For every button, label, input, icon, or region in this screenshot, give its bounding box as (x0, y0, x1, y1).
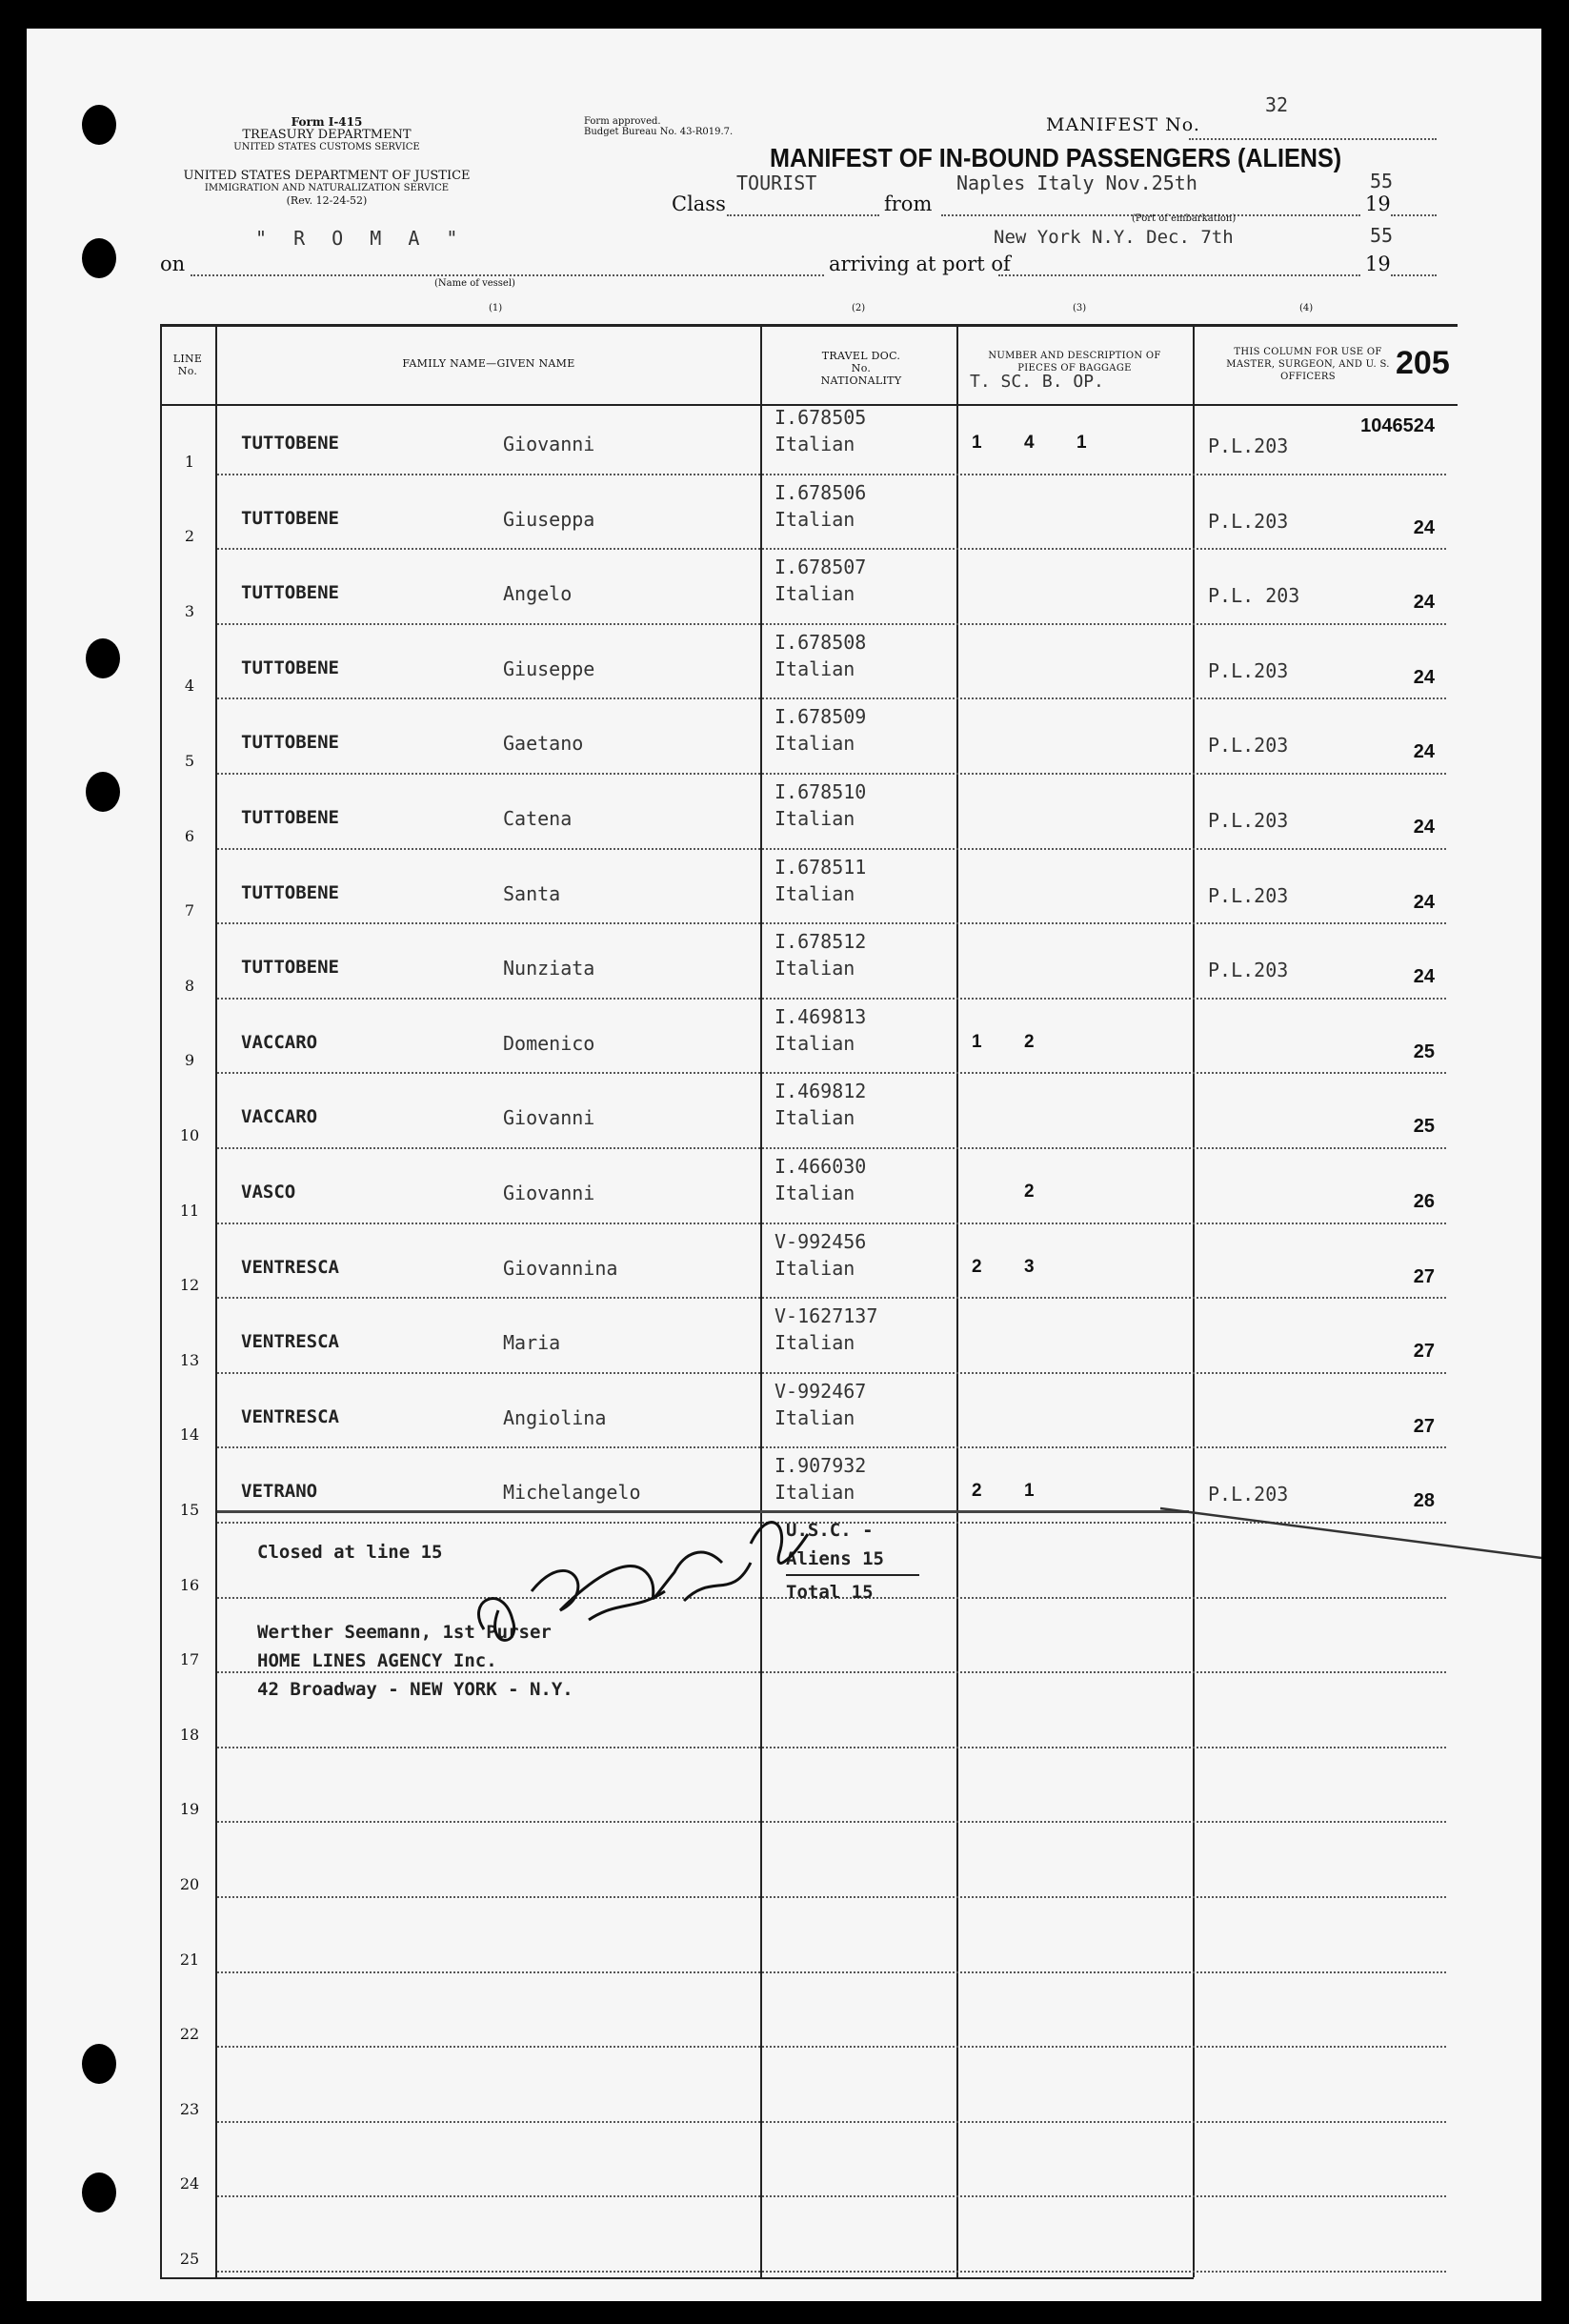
row-rule (217, 2271, 1446, 2273)
travel-doc-number: I.469813 (774, 1004, 867, 1028)
line-number: 7 (184, 901, 195, 920)
line-number: 14 (179, 1425, 200, 1445)
public-law-code: P.L.203 (1208, 734, 1289, 758)
officer-code: 24 (1413, 741, 1435, 763)
nationality: Italian (774, 1331, 855, 1355)
line-number: 15 (179, 1501, 200, 1519)
public-law-code: P.L.203 (1208, 434, 1289, 457)
on-label: on (160, 253, 186, 275)
line-number: 1 (184, 452, 195, 471)
line-number: 19 (179, 1800, 200, 1819)
line-number: 21 (179, 1950, 200, 1969)
travel-col-rule (956, 324, 958, 2277)
manifest-number-rule (1189, 138, 1437, 140)
travel-doc-number: I.678505 (774, 406, 867, 429)
row-rule (217, 1223, 1446, 1224)
public-law-code: P.L.203 (1208, 883, 1289, 907)
officer-code: 25 (1413, 1116, 1435, 1138)
from-label: from (884, 192, 933, 215)
class-value: TOURIST (736, 172, 817, 194)
public-law-code: P.L.203 (1208, 809, 1289, 832)
line-number: 5 (184, 752, 195, 770)
agency-address: 42 Broadway - NEW YORK - N.Y. (257, 1679, 573, 1700)
baggage-count: 3 (1024, 1256, 1035, 1277)
given-name: Giovanni (503, 433, 595, 455)
table-left-rule (160, 324, 162, 2277)
given-name: Maria (503, 1331, 561, 1355)
manifest-number-label: MANIFEST No. (1046, 114, 1200, 135)
line-number: 25 (179, 2250, 200, 2268)
public-law-code: P.L. 203 (1208, 584, 1300, 608)
nationality: Italian (774, 507, 855, 531)
officer-code: 24 (1413, 516, 1435, 538)
row-rule (217, 2195, 1446, 2197)
line-number: 2 (184, 527, 195, 546)
family-name: VACCARO (241, 1031, 318, 1053)
punch-hole (82, 238, 116, 278)
line-number: 17 (179, 1650, 200, 1669)
row-rule (217, 1896, 1446, 1898)
line-number: 9 (184, 1051, 195, 1070)
family-name: TUTTOBENE (241, 881, 339, 903)
public-law-code: P.L.203 (1208, 658, 1289, 682)
row-rule (217, 697, 1446, 699)
officer-signature (446, 1486, 846, 1658)
given-name: Domenico (503, 1031, 595, 1055)
vessel-caption: (Name of vessel) (434, 278, 515, 289)
arriving-year: 55 (1370, 224, 1394, 247)
table-bottom-rule (160, 2277, 1194, 2279)
grand-total: Total 15 (786, 1582, 874, 1603)
name-col-rule (760, 324, 762, 2277)
arriving-year-rule (1391, 274, 1437, 276)
arriving-year-prefix: 19 (1365, 253, 1391, 275)
from-value: Naples Italy Nov.25th (956, 172, 1197, 194)
line-col-rule (215, 324, 217, 2277)
nationality: Italian (774, 1405, 855, 1429)
row-rule (217, 1821, 1446, 1823)
row-rule (217, 773, 1446, 775)
baggage-count: 2 (1024, 1182, 1035, 1202)
family-name: TUTTOBENE (241, 507, 339, 529)
baggage-count: 2 (972, 1481, 982, 1502)
column-number: (4) (1299, 303, 1314, 313)
travel-doc-number: I.466030 (774, 1155, 867, 1178)
vessel-rule (191, 274, 824, 276)
row-rule (217, 623, 1446, 625)
nationality: Italian (774, 1256, 855, 1280)
arriving-label: arriving at port of (829, 253, 1011, 275)
given-name: Santa (503, 881, 561, 905)
officer-code: 24 (1413, 966, 1435, 988)
travel-doc-number: I.678508 (774, 630, 867, 654)
baggage-count: 1 (972, 1031, 982, 1052)
row-rule (217, 922, 1446, 924)
class-rule (727, 214, 879, 216)
officer-code: 24 (1413, 817, 1435, 838)
row-rule (217, 1671, 1446, 1673)
officer-code: 27 (1413, 1265, 1435, 1287)
baggage-count: 1 (972, 433, 982, 453)
line-number: 18 (179, 1725, 200, 1744)
justice-dept-block: UNITED STATES DEPARTMENT OF JUSTICE IMMIGRATION AND NATURALIZATION SERVICE (Rev. 12-24-52) (183, 169, 471, 207)
usc-note: U.S.C. - (786, 1520, 874, 1541)
row-rule (217, 2121, 1446, 2123)
travel-doc-number: V-992456 (774, 1229, 867, 1253)
officer-code: 27 (1413, 1341, 1435, 1363)
public-law-code: P.L.203 (1208, 1483, 1289, 1506)
row-rule (217, 1446, 1446, 1448)
officer-code: 28 (1413, 1490, 1435, 1512)
given-name: Giuseppa (503, 507, 595, 531)
given-name: Giuseppe (503, 657, 595, 680)
name-column-header: FAMILY NAME—GIVEN NAME (402, 357, 575, 370)
officer-code: 26 (1413, 1191, 1435, 1212)
nationality: Italian (774, 657, 855, 680)
baggage-count: 1 (1024, 1481, 1035, 1502)
table-top-rule (160, 324, 1458, 327)
agency-name: HOME LINES AGENCY Inc. (257, 1650, 497, 1671)
line-number: 20 (179, 1875, 200, 1893)
family-name: TUTTOBENE (241, 582, 339, 604)
punch-hole (86, 772, 120, 812)
row-rule (217, 548, 1446, 550)
baggage-col-rule (1193, 324, 1195, 2277)
family-name: VENTRESCA (241, 1331, 339, 1353)
given-name: Gaetano (503, 732, 584, 756)
officer-code: 24 (1413, 666, 1435, 688)
manifest-sheet (27, 29, 1541, 2301)
travel-doc-number: I.907932 (774, 1454, 867, 1478)
row-rule (217, 998, 1446, 1000)
given-name: Giovannina (503, 1256, 618, 1280)
vessel-name: " R O M A " (255, 227, 466, 250)
closing-diagonal-line (1160, 1501, 1560, 1577)
row-rule (217, 1971, 1446, 1973)
line-number: 11 (179, 1201, 200, 1220)
nationality: Italian (774, 807, 855, 830)
nationality: Italian (774, 1182, 855, 1204)
nationality: Italian (774, 1031, 855, 1055)
family-name: TUTTOBENE (241, 957, 339, 979)
line-number: 22 (179, 2025, 200, 2044)
nationality: Italian (774, 1106, 855, 1130)
line-number: 12 (179, 1276, 200, 1295)
line-number: 24 (179, 2174, 200, 2193)
family-name: VENTRESCA (241, 1405, 339, 1427)
given-name: Nunziata (503, 957, 595, 980)
travel-doc-column-header: TRAVEL DOC. No. NATIONALITY (820, 350, 902, 387)
nationality: Italian (774, 433, 855, 455)
given-name: Catena (503, 807, 573, 830)
closed-at-line-note: Closed at line 15 (257, 1542, 443, 1563)
row-rule (217, 474, 1446, 475)
travel-doc-number: V-1627137 (774, 1304, 878, 1328)
nationality: Italian (774, 582, 855, 606)
line-number: 23 (179, 2099, 200, 2118)
port-embarkation-caption: (Port of embarkation) (1132, 213, 1237, 224)
column-number: (1) (489, 303, 503, 313)
arriving-rule (998, 274, 1360, 276)
row-rule (217, 1072, 1446, 1074)
row-rule (217, 848, 1446, 850)
officer-code: 24 (1413, 592, 1435, 614)
travel-doc-number: I.469812 (774, 1080, 867, 1103)
family-name: TUTTOBENE (241, 657, 339, 678)
baggage-type-codes: T. SC. B. OP. (970, 372, 1104, 392)
page-title: MANIFEST OF IN-BOUND PASSENGERS (ALIENS) (770, 143, 1342, 172)
line-number: 4 (184, 677, 195, 696)
line-number: 10 (179, 1126, 200, 1144)
officer-code: 25 (1413, 1041, 1435, 1062)
travel-doc-number: I.678506 (774, 480, 867, 504)
officer-code: 1046524 (1360, 415, 1435, 436)
class-label: Class (672, 192, 726, 215)
baggage-count: 2 (1024, 1031, 1035, 1052)
given-name: Giovanni (503, 1106, 595, 1130)
page-number: 205 (1396, 345, 1450, 381)
family-name: VACCARO (241, 1106, 318, 1128)
line-number: 13 (179, 1350, 200, 1369)
row-rule (217, 1372, 1446, 1374)
line-column-header: LINE No. (172, 353, 203, 377)
family-name: VENTRESCA (241, 1256, 339, 1278)
baggage-count: 4 (1024, 433, 1035, 453)
row-rule (217, 1147, 1446, 1149)
line-number: 6 (184, 826, 195, 845)
travel-doc-number: I.678511 (774, 855, 867, 879)
line-number: 8 (184, 976, 195, 995)
nationality: Italian (774, 957, 855, 980)
officers-column-header: THIS COLUMN FOR USE OF MASTER, SURGEON, AND U. S. OFFICERS (1226, 347, 1390, 382)
baggage-count: 2 (972, 1256, 982, 1277)
travel-doc-number: I.678509 (774, 705, 867, 729)
row-rule (217, 2046, 1446, 2048)
family-name: VETRANO (241, 1481, 318, 1503)
officer-code: 27 (1413, 1415, 1435, 1437)
family-name: VASCO (241, 1182, 296, 1202)
family-name: TUTTOBENE (241, 433, 339, 454)
travel-doc-number: V-992467 (774, 1379, 867, 1403)
column-number: (2) (852, 303, 866, 313)
punch-hole (86, 638, 120, 678)
purser-name: Werther Seemann, 1st Purser (257, 1622, 552, 1643)
officer-code: 24 (1413, 891, 1435, 913)
approval-note: Form approved. Budget Bureau No. 43-R019.7. (584, 116, 734, 137)
baggage-column-header: NUMBER AND DESCRIPTION OF PIECES OF BAGGAGE (988, 351, 1161, 374)
from-year-prefix: 19 (1365, 192, 1391, 215)
punch-hole (82, 105, 116, 145)
from-year: 55 (1370, 170, 1394, 192)
given-name: Giovanni (503, 1182, 595, 1204)
given-name: Michelangelo (503, 1481, 641, 1505)
given-name: Angiolina (503, 1405, 607, 1429)
nationality: Italian (774, 881, 855, 905)
form-number-block: Form I-415 TREASURY DEPARTMENT UNITED STATES CUSTOMS SERVICE (233, 115, 420, 152)
nationality: Italian (774, 732, 855, 756)
punch-hole (82, 2172, 116, 2213)
family-name: TUTTOBENE (241, 807, 339, 828)
manifest-number: 32 (1265, 93, 1289, 116)
arriving-port-value: New York N.Y. Dec. 7th (994, 227, 1234, 248)
line-number: 16 (179, 1575, 200, 1594)
travel-doc-number: I.678510 (774, 780, 867, 803)
public-law-code: P.L.203 (1208, 959, 1289, 982)
nationality: Italian (774, 1481, 855, 1505)
row-rule (217, 1747, 1446, 1748)
column-number: (3) (1073, 303, 1087, 313)
travel-doc-number: I.678512 (774, 930, 867, 954)
baggage-count: 1 (1076, 433, 1087, 453)
travel-doc-number: I.678507 (774, 556, 867, 579)
family-name: TUTTOBENE (241, 732, 339, 754)
from-year-rule (1391, 214, 1437, 216)
public-law-code: P.L.203 (1208, 509, 1289, 533)
punch-hole (82, 2044, 116, 2084)
line-number: 3 (184, 601, 195, 620)
given-name: Angelo (503, 582, 573, 606)
row-rule (217, 1297, 1446, 1299)
aliens-total: Aliens 15 (786, 1548, 884, 1569)
